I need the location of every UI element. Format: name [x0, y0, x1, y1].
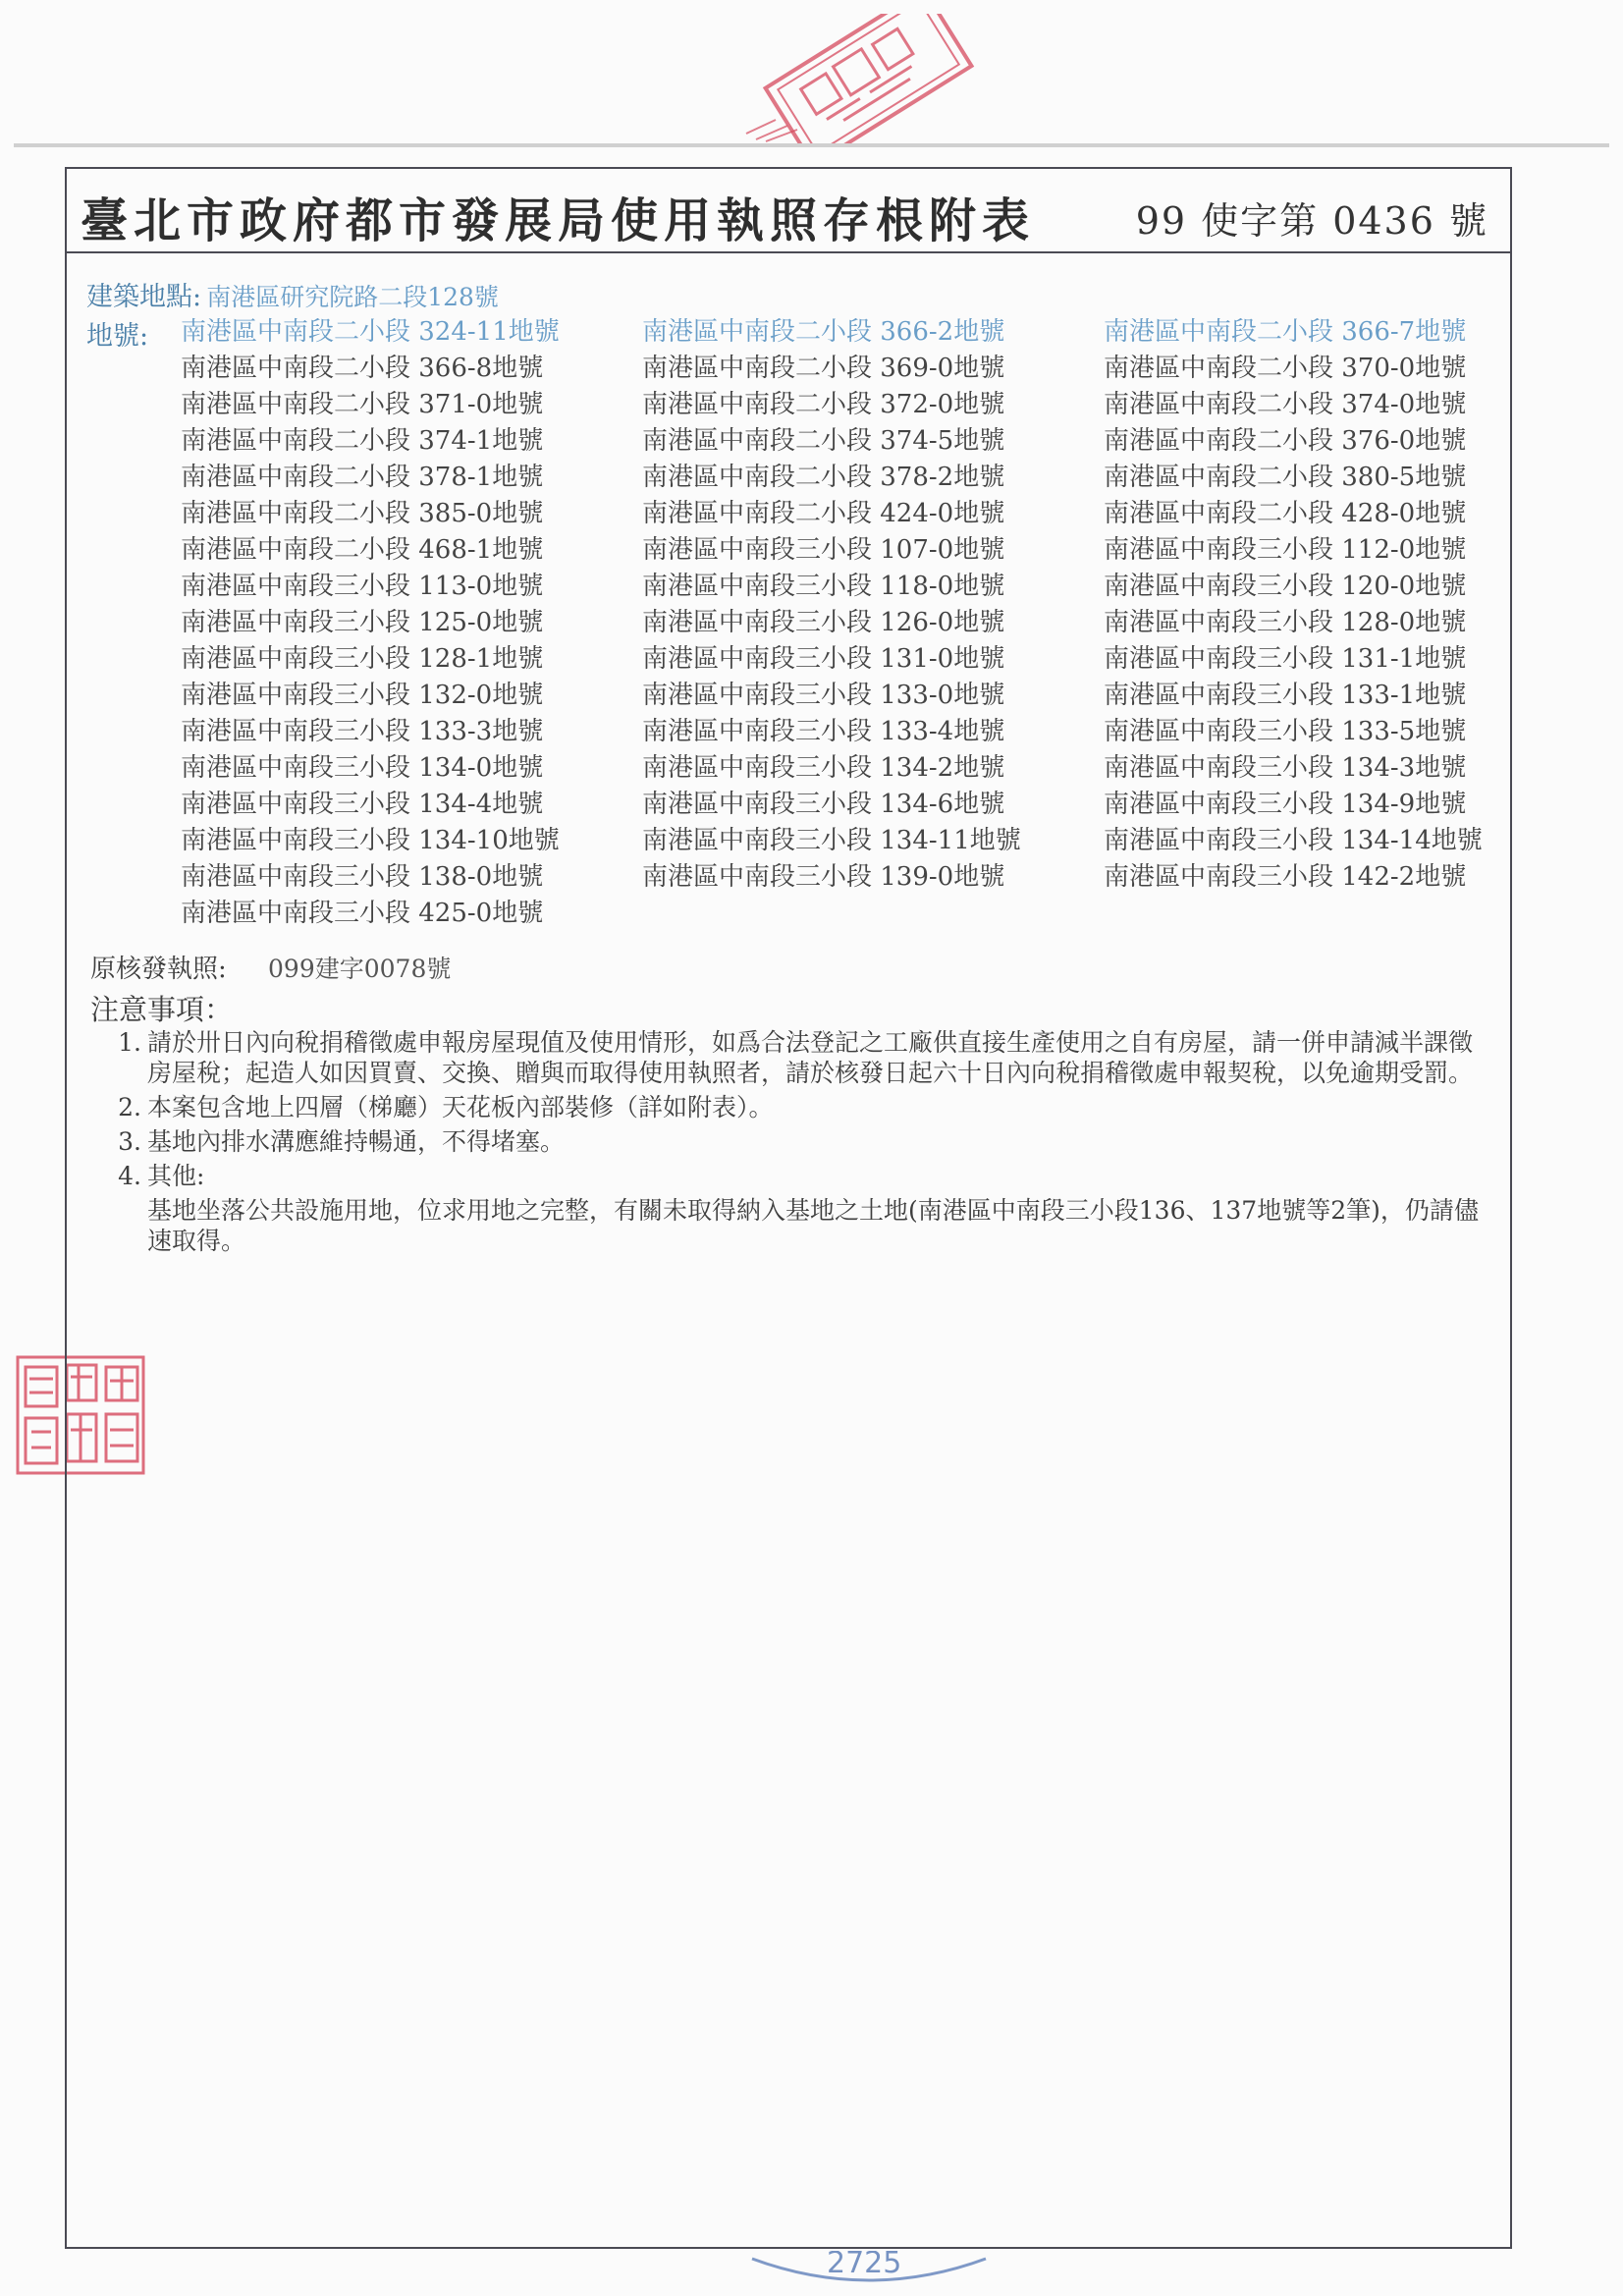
page-title: 臺北市政府都市發展局使用執照存根附表	[81, 193, 1036, 248]
lot-number-item: 南港區中南段三小段 139-0地號	[642, 862, 1005, 892]
lot-number-item: 南港區中南段二小段 424-0地號	[642, 499, 1005, 528]
header-bar	[67, 169, 1510, 253]
lot-number-item: 南港區中南段二小段 324-11地號	[181, 317, 560, 347]
lot-number-item: 南港區中南段三小段 112-0地號	[1104, 535, 1467, 565]
note-text: 請於卅日內向稅捐稽徵處申報房屋現值及使用情形，如爲合法登記之工廠供直接生產使用之自有房屋，請一併申請減半課徵房屋稅；起造人如因買賣、交換、贈與而取得使用執照者，請於核發日起六十日內向稅捐稽徵處申報契稅，以免逾期受罰。	[147, 1028, 1474, 1087]
lot-number-item: 南港區中南段二小段 374-0地號	[1104, 390, 1467, 419]
lot-number-item: 南港區中南段三小段 134-3地號	[1104, 753, 1467, 783]
lot-number-item: 南港區中南段三小段 118-0地號	[642, 572, 1005, 601]
lot-number-grid	[181, 314, 1496, 932]
scan-edge-line	[14, 143, 1609, 147]
lot-number-item: 南港區中南段二小段 378-2地號	[642, 463, 1005, 492]
lot-number-item: 南港區中南段三小段 134-4地號	[181, 790, 544, 819]
lot-number-item: 南港區中南段三小段 134-10地號	[181, 826, 560, 855]
lot-number-item: 南港區中南段二小段 366-7地號	[1104, 317, 1467, 347]
lot-number-item: 南港區中南段二小段 385-0地號	[181, 499, 544, 528]
note-item	[108, 1027, 1483, 1088]
note-subtext: 基地坐落公共設施用地，位求用地之完整，有關未取得納入基地之土地(南港區中南段三小段136、137地號等2筆)，仍請儘速取得。	[147, 1196, 1479, 1255]
lot-number-item: 南港區中南段二小段 366-2地號	[642, 317, 1005, 347]
lot-number-label: 地號:	[86, 321, 149, 352]
lot-number-item: 南港區中南段三小段 134-2地號	[642, 753, 1005, 783]
lot-number-item: 南港區中南段三小段 113-0地號	[181, 572, 544, 601]
lot-number-item: 南港區中南段三小段 133-5地號	[1104, 717, 1467, 746]
lot-number-item: 南港區中南段三小段 134-11地號	[642, 826, 1021, 855]
lot-number-item: 南港區中南段二小段 380-5地號	[1104, 463, 1467, 492]
note-number: 4.	[118, 1162, 141, 1190]
permit-number: 99 使字第 0436 號	[1135, 199, 1488, 243]
note-item	[108, 1161, 1483, 1256]
original-permit-row	[90, 949, 451, 985]
lot-number-item: 南港區中南段三小段 125-0地號	[181, 608, 544, 637]
lot-number-item: 南港區中南段二小段 374-5地號	[642, 426, 1005, 456]
note-item	[108, 1092, 1483, 1122]
notes-list	[108, 1027, 1483, 1260]
lot-number-item: 南港區中南段二小段 428-0地號	[1104, 499, 1467, 528]
lot-number-item: 南港區中南段二小段 374-1地號	[181, 426, 544, 456]
note-text: 其他:	[147, 1162, 205, 1190]
document-frame	[65, 167, 1512, 2249]
note-number: 2.	[118, 1093, 141, 1121]
lot-number-item: 南港區中南段三小段 128-0地號	[1104, 608, 1467, 637]
lot-number-item: 南港區中南段三小段 142-2地號	[1104, 862, 1467, 892]
lot-number-item: 南港區中南段三小段 131-1地號	[1104, 644, 1467, 674]
lot-number-item: 南港區中南段二小段 370-0地號	[1104, 354, 1467, 383]
lot-number-item: 南港區中南段二小段 372-0地號	[642, 390, 1005, 419]
top-seal-stamp	[736, 14, 997, 143]
lot-number-item: 南港區中南段三小段 134-0地號	[181, 753, 544, 783]
lot-number-item: 南港區中南段二小段 369-0地號	[642, 354, 1005, 383]
note-number: 1.	[118, 1028, 141, 1057]
notes-heading: 注意事項：	[90, 993, 234, 1026]
lot-number-item: 南港區中南段三小段 126-0地號	[642, 608, 1005, 637]
note-item	[108, 1126, 1483, 1157]
bottom-stamp-number: 2725	[827, 2251, 902, 2280]
lot-number-item: 南港區中南段三小段 134-6地號	[642, 790, 1005, 819]
lot-number-item: 南港區中南段二小段 376-0地號	[1104, 426, 1467, 456]
lot-number-item: 南港區中南段三小段 138-0地號	[181, 862, 544, 892]
lot-number-item: 南港區中南段二小段 366-8地號	[181, 354, 544, 383]
note-text: 本案包含地上四層（梯廳）天花板內部裝修（詳如附表）。	[147, 1093, 774, 1121]
lot-number-item: 南港區中南段三小段 120-0地號	[1104, 572, 1467, 601]
lot-number-item: 南港區中南段三小段 134-14地號	[1104, 826, 1483, 855]
lot-number-item: 南港區中南段三小段 131-0地號	[642, 644, 1005, 674]
original-permit-value: 099建字0078號	[268, 955, 452, 983]
lot-number-item: 南港區中南段二小段 371-0地號	[181, 390, 544, 419]
lot-number-item: 南港區中南段三小段 134-9地號	[1104, 790, 1467, 819]
address-label: 建築地點:	[86, 282, 202, 312]
lot-number-item: 南港區中南段三小段 133-1地號	[1104, 681, 1467, 710]
lot-number-item: 南港區中南段三小段 107-0地號	[642, 535, 1005, 565]
lot-number-item: 南港區中南段三小段 128-1地號	[181, 644, 544, 674]
note-body	[147, 1161, 1483, 1256]
bottom-stamp-arc	[748, 2251, 990, 2290]
lot-number-item: 南港區中南段二小段 378-1地號	[181, 463, 544, 492]
address-value: 南港區研究院路二段128號	[206, 283, 499, 311]
building-address-row	[86, 275, 499, 313]
lot-number-item: 南港區中南段三小段 132-0地號	[181, 681, 544, 710]
lot-number-item: 南港區中南段二小段 468-1地號	[181, 535, 544, 565]
lot-number-item: 南港區中南段三小段 133-0地號	[642, 681, 1005, 710]
lot-number-item: 南港區中南段三小段 425-0地號	[181, 899, 544, 928]
bottom-number-stamp	[748, 2251, 990, 2290]
lot-number-item: 南港區中南段三小段 133-4地號	[642, 717, 1005, 746]
original-permit-label: 原核發執照:	[90, 955, 227, 984]
note-number: 3.	[118, 1127, 141, 1156]
lot-number-item: 南港區中南段三小段 133-3地號	[181, 717, 544, 746]
note-text: 基地內排水溝應維持暢通，不得堵塞。	[147, 1127, 566, 1156]
